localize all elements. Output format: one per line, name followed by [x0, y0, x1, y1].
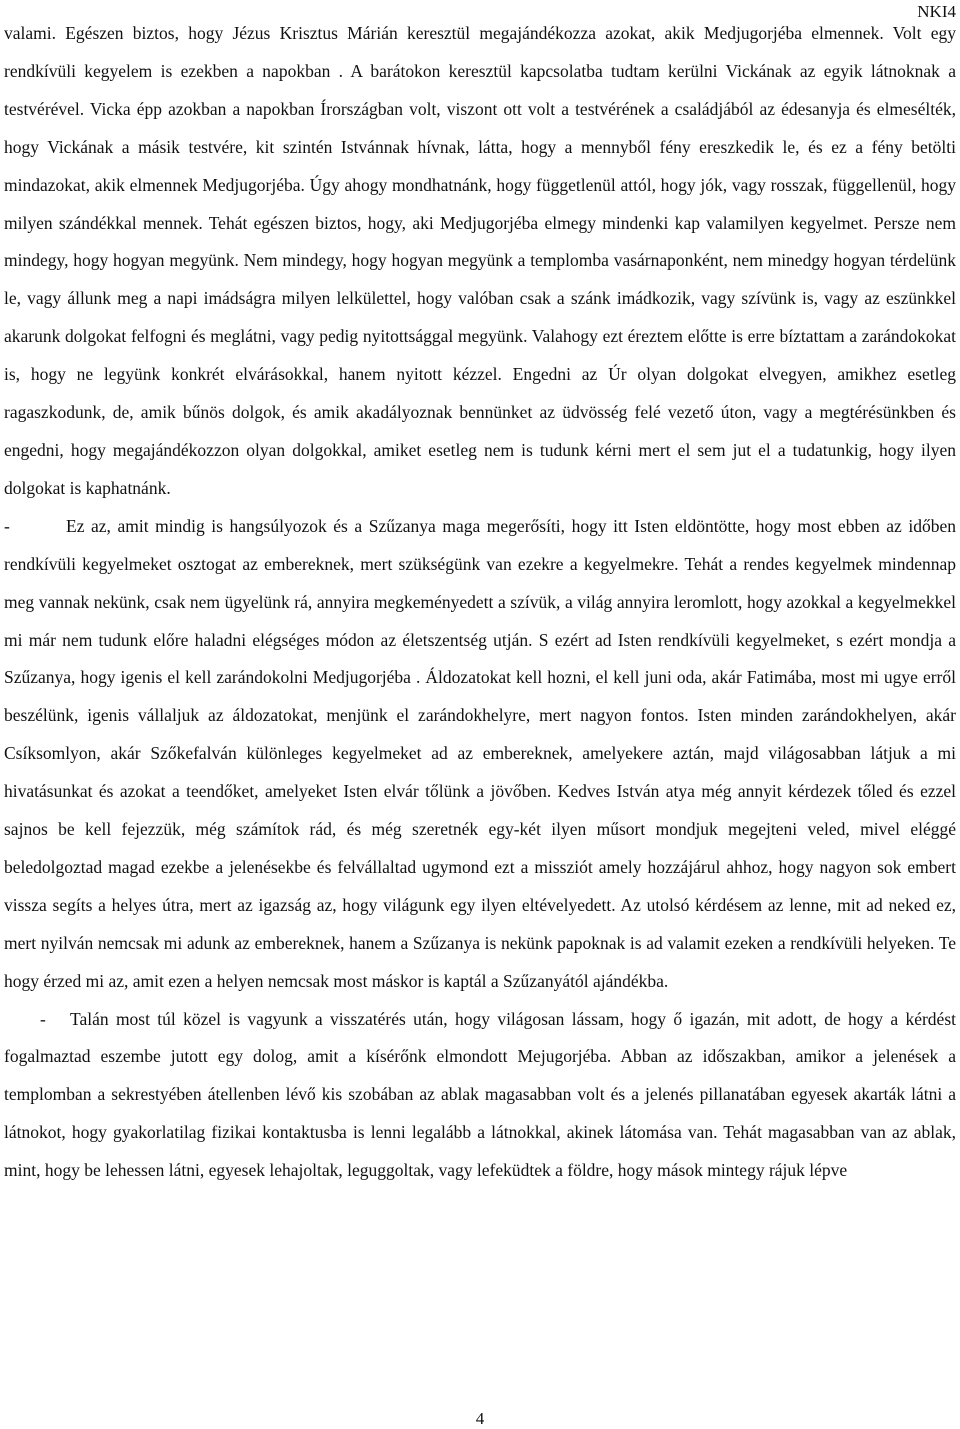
dash-marker: -: [40, 1008, 46, 1029]
paragraph-text: valami. Egészen biztos, hogy Jézus Krisztus Márián keresztül megajándékozza azokat, akik Medjugorjéba elmennek. Volt egy rendkívüli kegyelem is ezekben a napokban . A barátokon keresztül kapcsolatba tudtam kerülni Vickának az egyik látnoknak a testvérével. Vicka épp azokban a napokban Írországban volt, viszont ott volt a testvérének a családjából az édesanyja és elmesélték, hogy Vickának a másik testvére, kit szintén Istvánnak hívnak, látta, hogy a mennyből fény ereszkedik le, és ez a fény betölti mindazokat, akik elmennek Medjugorjéba. Úgy ahogy mondhatnánk, hogy függetlenül attól, hogy jók, vagy rosszak, függellenül, hogy milyen szándékkal mennek. Tehát egészen biztos, hogy, aki Medjugorjéba elmegy mindenki kap valamilyen kegyelmet. Persze nem mindegy, hogy hogyan megyünk. Nem mindegy, hogy hogyan megyünk a templomba vasárnaponként, nem minedgy hogyan térdelünk le, vagy állunk meg a napi imádságra milyen lelkülettel, hogy valóban csak a szánk imádkozik, vagy szívünk is, vagy az eszünkkel akarunk dolgokat felfogni és meglátni, vagy pedig nyitottsággal megyünk. Valahogy ezt éreztem előtte is erre bíztattam a zarándokokat is, hogy ne legyünk konkrét elvárásokkal, hanem nyitott kézzel. Engedni az Úr olyan dolgokat elvegyen, amikhez esetleg ragaszkodunk, de, amik bűnös dolgok, és amik akadályoznak bennünket az üdvösség felé vezető úton, vagy a megtérésünkben és engedni, hogy megajándékozzon olyan dolgokkal, amiket esetleg nem is tudunk kérni mert el sem jut el a tudatunkig, hogy ilyen dolgokat is kaphatnánk.: [4, 23, 956, 498]
paragraph-text: Ez az, amit mindig is hangsúlyozok és a Szűzanya maga megerősíti, hogy itt Isten eldöntötte, hogy most ebben az időben rendkívüli kegyelmeket osztogat az embereknek, mert szükségünk van ezekre a kegyelmekre. Tehát a rendes kegyelmek mindennap meg vannak nekünk, csak nem ügyelünk rá, annyira megkeményedett a szívük, a világ annyira leromlott, hogy azokkal a kegyelmekkel mi már nem tudunk előre haladni elégséges módon az életszentség utján. S ezért ad Isten rendkívüli kegyelmeket, s ezért mondja a Szűzanya, hogy igenis el kell zarándokolni Medjugorjéba . Áldozatokat kell hozni, el kell juni oda, akár Fatimába, most mi ugye erről beszélünk, igenis vállaljuk az áldozatokat, menjünk el zarándokhelyre, mert nagyon fontos. Isten minden zarándokhelyen, akár Csíksomlyon, akár Szőkefalván különleges kegyelmeket ad az embereknek, amelyekere aztán, majd világosabban látjuk a mi hivatásunkat és azokat a teendőket, amelyeket Isten elvár tőlünk a jövőben. Kedves István atya még annyit kérdezek tőled és ezzel sajnos be kell fejezzük, még számítok rád, és még szeretnék egy-két ilyen műsort mondjuk megejteni veled, mivel eléggé beledolgoztad magad ezekbe a jelenésekbe és felvállaltad ugymond ezt a missziót amely hozzájárul ahhoz, hogy nagyon sok embert vissza segíts a helyes útra, mert az igazság az, hogy világunk egy ilyen eltévelyedett. Az utolsó kérdésem az lenne, mit ad neked ez, mert nyilván nemcsak mi adunk az embereknek, hanem a Szűzanya is nekünk papoknak is ad valamit ezeken a rendkívüli helyeken. Te hogy érzed mi az, amit ezen a helyen nemcsak most máskor is kaptál a Szűzanyától ajándékba.: [4, 515, 956, 991]
document-code: NKI4: [917, 2, 956, 21]
dash-marker: -: [4, 515, 10, 536]
paragraph-2: [4, 508, 956, 1001]
page-number: 4: [475, 1409, 485, 1428]
document-body: [4, 15, 956, 1190]
paragraph-text: Talán most túl közel is vagyunk a visszatérés után, hogy világosan lássam, hogy ő igazán, mit adott, de hogy a kérdést fogalmaztad eszembe jutott egy dolog, amit a kísérőnk elmondott Mejugorjéba. Abban az időszakban, amikor a jelenések a templomban a sekrestyében átellenben lévő kis szobában az ablak magasabban volt és a jelenés pillanatában egyesek akarták látni a látnokot, hogy gyakorlatilag fizikai kontaktusba is lenni legalább a látnokkal, akinek látomása van. Tehát magasabban van az ablak, mint, hogy be lehessen látni, egyesek lehajoltak, leguggoltak, vagy lefeküdtek a földre, hogy mások mintegy rájuk lépve: [4, 1008, 956, 1181]
paragraph-3: [4, 1001, 956, 1191]
paragraph-1: [4, 15, 956, 508]
